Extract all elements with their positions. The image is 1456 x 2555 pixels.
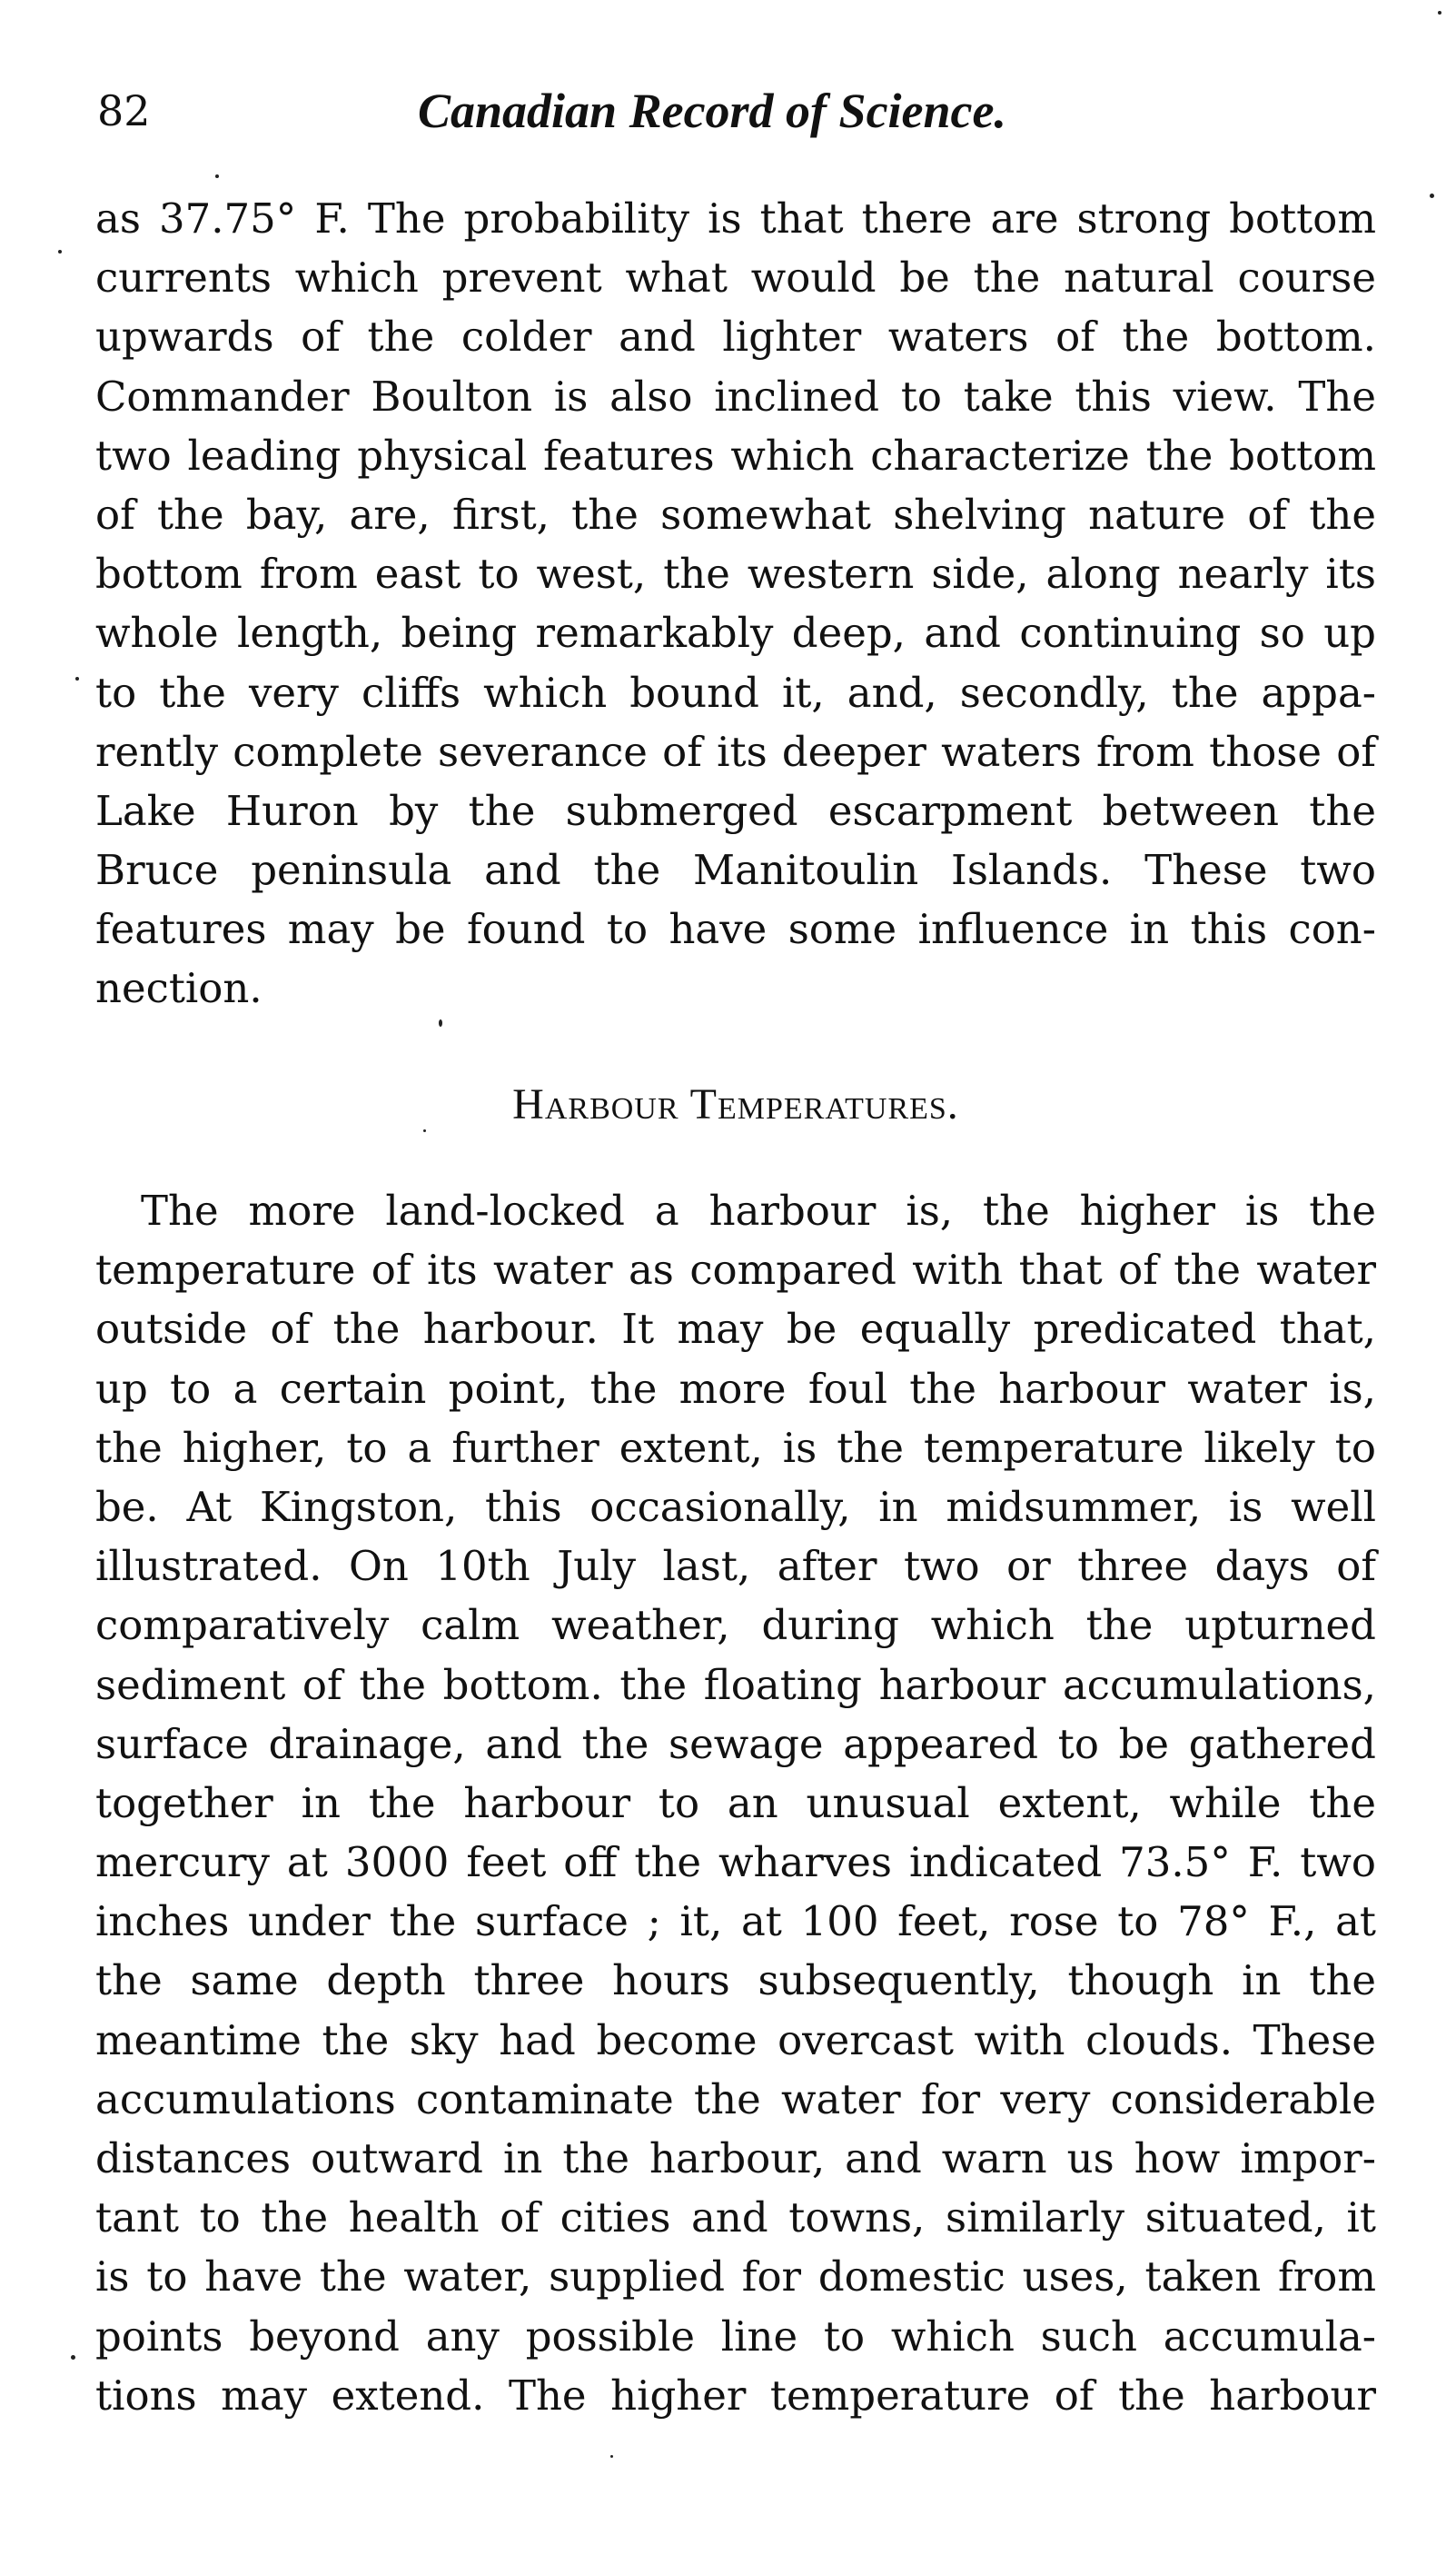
- text-line: up to a certain point, the more foul the harbour water is,: [95, 1364, 1376, 1413]
- text-line: outside of the harbour. It may be equally predicated that,: [95, 1305, 1376, 1354]
- scan-speck: [439, 1019, 442, 1027]
- text-line: sediment of the bottom. the floating harbour accumulations,: [95, 1660, 1376, 1709]
- scan-speck: [58, 250, 62, 254]
- text-line: comparatively calm weather, during which the upturned: [95, 1601, 1376, 1650]
- scan-speck: [1430, 194, 1434, 198]
- text-line: to the very cliffs which bound it, and, secondly, the appa-: [95, 668, 1376, 717]
- paragraph-bottom-currents: [95, 189, 1376, 1019]
- text-line: currents which prevent what would be the natural course: [95, 254, 1376, 303]
- page-number: 82: [97, 86, 151, 135]
- text-line: two leading physical features which characterize the bottom: [95, 431, 1376, 480]
- text-line: temperature of its water as compared with that of the water: [95, 1246, 1376, 1295]
- scan-speck: [215, 174, 219, 178]
- text-line: accumulations contaminate the water for very considerable: [95, 2074, 1376, 2123]
- text-line: bottom from east to west, the western side, along nearly its: [95, 550, 1376, 599]
- scan-speck: [610, 2455, 613, 2458]
- text-line: as 37.75° F. The probability is that there are strong bottom: [95, 194, 1376, 243]
- scan-speck: [423, 1129, 426, 1132]
- text-line: surface drainage, and the sewage appeared to be gathered: [95, 1719, 1376, 1768]
- text-line: nection.: [95, 964, 262, 1013]
- section-heading: Harbour Temperatures.: [512, 1080, 959, 1128]
- text-line: illustrated. On 10th July last, after two or three days of: [95, 1542, 1376, 1591]
- scan-speck: [71, 2355, 75, 2360]
- text-line: is to have the water, supplied for domestic uses, taken from: [95, 2252, 1376, 2301]
- text-line: the same depth three hours subsequently, though in the: [95, 1956, 1376, 2005]
- text-line: points beyond any possible line to which such accumula-: [95, 2311, 1376, 2361]
- text-line: distances outward in the harbour, and warn us how impor-: [95, 2134, 1376, 2182]
- book-page: [95, 0, 1376, 2555]
- text-line: Lake Huron by the submerged escarpment between the: [95, 786, 1376, 835]
- text-line: upwards of the colder and lighter waters of the bottom.: [95, 313, 1376, 362]
- scan-speck: [75, 677, 79, 681]
- text-line: tant to the health of cities and towns, similarly situated, it: [95, 2193, 1376, 2242]
- text-line: together in the harbour to an unusual extent, while the: [95, 1778, 1376, 1827]
- text-line: the higher, to a further extent, is the temperature likely to: [95, 1423, 1376, 1472]
- text-line: rently complete severance of its deeper waters from those of: [95, 727, 1376, 776]
- text-line: features may be found to have some influence in this con-: [95, 905, 1376, 954]
- text-line: Bruce peninsula and the Manitoulin Islands. These two: [95, 846, 1376, 895]
- text-line: whole length, being remarkably deep, and continuing so up: [95, 609, 1376, 658]
- text-line: inches under the surface ; it, at 100 feet, rose to 78° F., at: [95, 1897, 1376, 1946]
- text-line: be. At Kingston, this occasionally, in midsummer, is well: [95, 1482, 1376, 1531]
- running-head: [95, 84, 1376, 147]
- text-line: of the bay, are, first, the somewhat shelving nature of the: [95, 490, 1376, 539]
- text-line: Commander Boulton is also inclined to take this view. The: [95, 372, 1376, 421]
- text-line: meantime the sky had become overcast with clouds. These: [95, 2015, 1376, 2064]
- journal-title: Canadian Record of Science.: [418, 84, 1006, 138]
- text-line: The more land-locked a harbour is, the higher is the: [141, 1187, 1376, 1235]
- scan-speck: [1438, 11, 1441, 15]
- text-line: tions may extend. The higher temperature of the harbour: [95, 2371, 1376, 2420]
- paragraph-harbour-temperatures: [95, 1181, 1376, 2425]
- text-line: mercury at 3000 feet off the wharves indicated 73.5° F. two: [95, 1838, 1376, 1887]
